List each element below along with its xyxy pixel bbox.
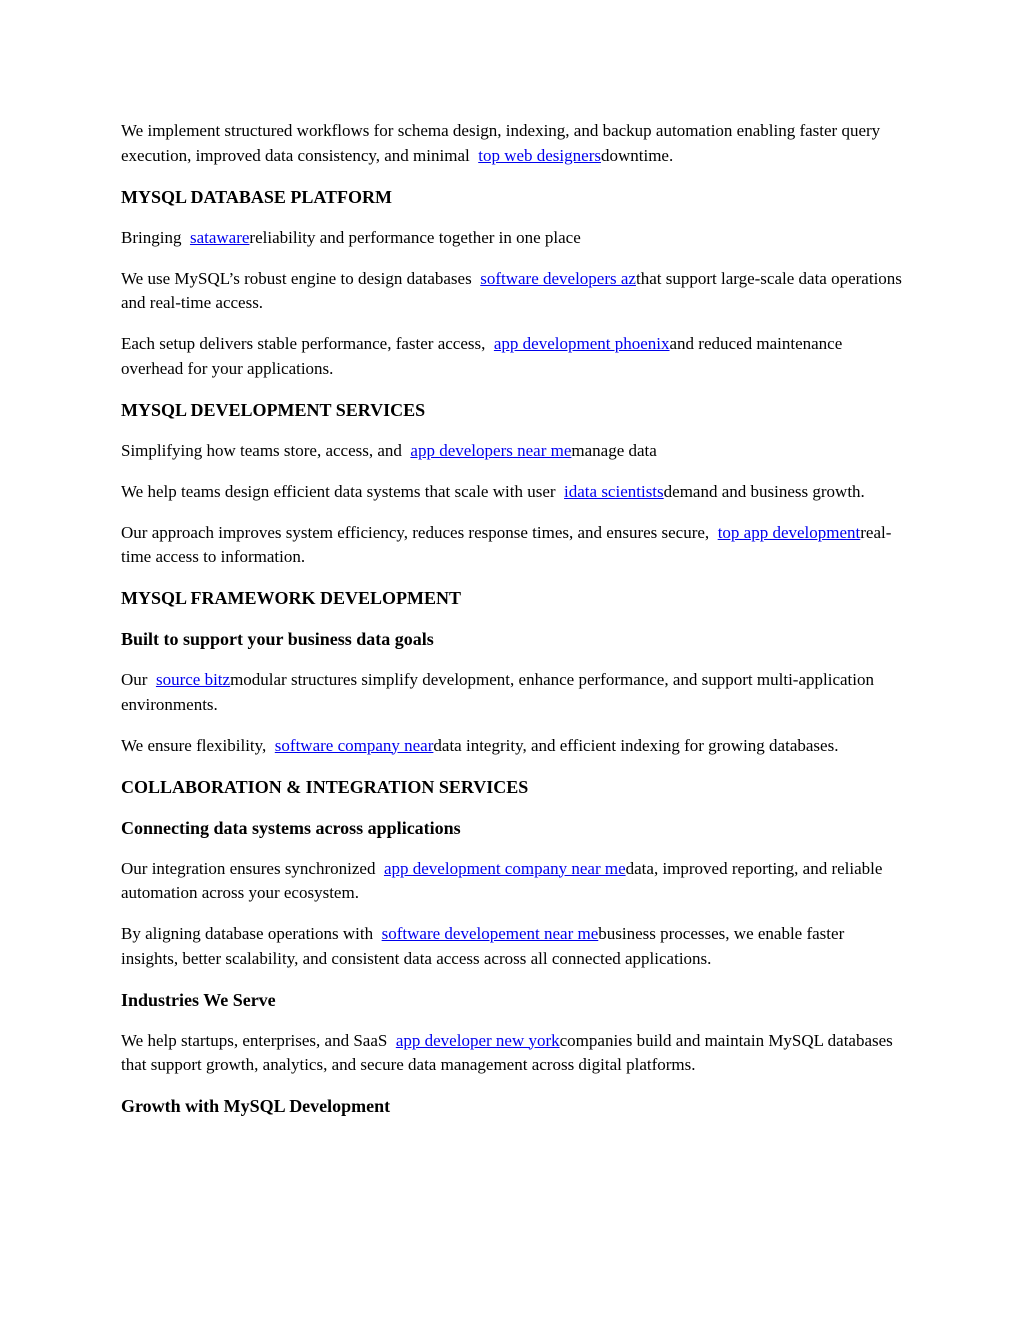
section-heading: MYSQL DATABASE PLATFORM [121, 186, 393, 207]
section-heading: MYSQL FRAMEWORK DEVELOPMENT [121, 588, 462, 608]
body-paragraph [121, 267, 907, 316]
body-paragraph [121, 922, 903, 971]
body-paragraph [121, 668, 903, 717]
section-heading: MYSQL DEVELOPMENT SERVICES [121, 399, 426, 420]
sub-heading: Built to support your business data goals [121, 629, 434, 649]
inline-link[interactable]: sataware [189, 227, 250, 247]
text-segment: By aligning database operations with [121, 924, 382, 943]
text-segment: Our integration ensures synchronized [121, 858, 384, 878]
text-segment: We help startups, enterprises, and SaaS [121, 1030, 396, 1050]
inline-link[interactable]: software developers az [480, 268, 636, 288]
sub-heading: Growth with MySQL Development [121, 1096, 391, 1116]
text-segment: We implement structured workflows for schema design, indexing, and backup automation enabling faster query execution, improved data consistency, and minimal [121, 121, 885, 165]
sub-heading: Industries We Serve [121, 989, 276, 1010]
inline-link[interactable]: idata scientists [564, 481, 664, 501]
body-paragraph [121, 439, 903, 464]
body-paragraph [121, 119, 903, 168]
text-segment: Our [121, 670, 156, 689]
inline-link[interactable]: app development company near me [383, 858, 626, 878]
inline-link[interactable]: app development phoenix [493, 334, 670, 353]
inline-link[interactable]: software company near [274, 735, 434, 755]
body-paragraph [121, 521, 903, 570]
sub-heading: Connecting data systems across applications [121, 817, 461, 838]
body-paragraph [121, 857, 903, 906]
text-segment: data integrity, and efficient indexing for growing databases. [433, 735, 839, 755]
inline-link[interactable]: app developers near me [410, 440, 572, 460]
text-segment: Bringing [121, 227, 190, 247]
inline-link[interactable]: top web designers [478, 145, 601, 165]
text-segment: We ensure flexibility, [121, 735, 275, 755]
text-segment: reliability and performance together in one place [249, 227, 581, 247]
text-segment: Our approach improves system efficiency, reduces response times, and ensures secure, [121, 522, 718, 542]
body-paragraph [121, 1029, 903, 1078]
body-paragraph [121, 332, 903, 381]
text-segment: demand and business growth. [663, 481, 865, 501]
text-segment: manage data [571, 440, 657, 460]
body-paragraph [121, 226, 903, 251]
text-segment: We help teams design efficient data systems that scale with user [121, 481, 565, 501]
text-segment: downtime. [600, 145, 674, 165]
inline-link[interactable]: app developer new york [395, 1030, 560, 1050]
inline-link[interactable]: top app development [717, 522, 861, 542]
text-segment: data, improved reporting, and reliable automation across your ecosystem. [121, 858, 887, 902]
text-segment: Each setup delivers stable performance, faster access, [121, 334, 494, 353]
document-content [121, 119, 907, 1119]
text-segment: modular structures simplify development, enhance performance, and support multi-application environments. [121, 670, 879, 714]
text-segment: We use MySQL’s robust engine to design databases [121, 268, 481, 288]
text-segment: Simplifying how teams store, access, and [121, 440, 411, 460]
body-paragraph [121, 734, 903, 759]
body-paragraph [121, 480, 903, 505]
text-segment: companies build and maintain MySQL databases that support growth, analytics, and secure data management across digital platforms. [121, 1030, 898, 1074]
text-segment: real-time access to information. [121, 522, 892, 566]
section-heading: COLLABORATION & INTEGRATION SERVICES [121, 776, 529, 797]
inline-link[interactable]: source bitz [155, 670, 231, 689]
inline-link[interactable]: software developement near me [381, 924, 599, 943]
text-segment: that support large-scale data operations and real-time access. [121, 268, 907, 312]
text-segment: business processes, we enable faster insights, better scalability, and consistent data access across all connected applications. [121, 924, 849, 968]
text-segment: and reduced maintenance overhead for your applications. [121, 334, 847, 378]
